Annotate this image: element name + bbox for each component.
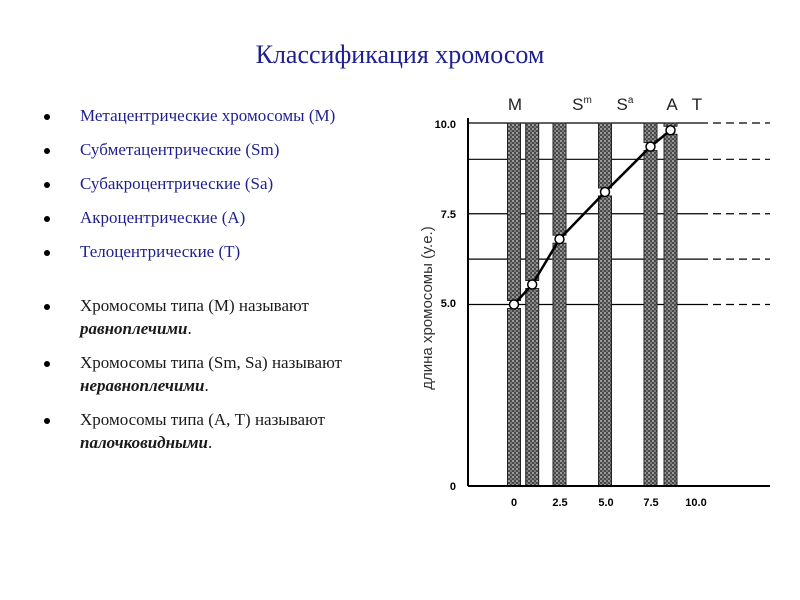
note-prefix: Хромосомы типа (М) называют	[80, 296, 309, 315]
y-tick-label: 7.5	[440, 209, 456, 221]
type-item-telocentric	[40, 240, 380, 263]
bullet-dot-icon	[44, 304, 50, 310]
bullet-dot-icon	[44, 182, 50, 188]
bullet-dot-icon	[44, 418, 50, 424]
note-item-metacentric	[40, 294, 380, 340]
category-label-t: T	[691, 95, 703, 114]
category-label-sa: $S^a$	[616, 95, 634, 114]
bullet-dot-icon	[44, 148, 50, 154]
type-label: Субметацентрические (Sm)	[80, 140, 280, 159]
type-label: Метацентрические хромосомы (М)	[80, 106, 336, 125]
note-term: равноплечими	[80, 319, 188, 338]
bullet-dot-icon	[44, 216, 50, 222]
bullet-dot-icon	[44, 250, 50, 256]
y-axis-label: длина хромосомы (у.е.)	[419, 226, 436, 390]
type-item-acrocentric	[40, 206, 380, 229]
note-prefix: Хромосомы типа (Sm, Sa) называют	[80, 353, 342, 372]
centromere-point	[555, 235, 564, 244]
centromere-point	[601, 187, 610, 196]
type-label: Субакроцентрические (Sa)	[80, 174, 274, 193]
chromosome-arm-bar	[526, 289, 539, 486]
chromosome-chart	[400, 88, 770, 509]
note-item-rod	[40, 408, 380, 454]
note-term: неравноплечими	[80, 376, 205, 395]
x-tick-labels	[511, 497, 707, 509]
note-suffix: .	[207, 433, 213, 452]
chromosome-arm-bar	[599, 196, 612, 486]
chromosome-arm-bar	[553, 123, 566, 235]
chromosome-arm-bar	[644, 151, 657, 486]
chromosome-arm-bar	[508, 309, 521, 487]
x-tick-label: 2.5	[552, 497, 568, 509]
category-labels	[508, 95, 702, 114]
note-prefix: Хромосомы типа (А, Т) называют	[80, 410, 325, 429]
note-suffix: .	[187, 319, 192, 338]
x-tick-label: 10.0	[685, 497, 707, 509]
type-item-submetacentric	[40, 138, 380, 161]
category-label-sm: $S^m$	[572, 95, 592, 114]
chromosome-arm-bar	[664, 134, 677, 486]
category-label-m: M	[507, 95, 523, 114]
category-label-a: A	[666, 95, 678, 114]
x-tick-label: 0	[510, 497, 518, 509]
centromere-point	[510, 300, 519, 309]
bullet-list	[40, 104, 380, 465]
x-tick-label: 7.5	[643, 497, 659, 509]
bullet-dot-icon	[44, 114, 50, 120]
slide-title: Классификация хромосом	[255, 40, 545, 69]
y-tick-labels	[435, 119, 456, 493]
type-item-subacrocentric	[40, 172, 380, 195]
centromere-point	[646, 142, 655, 151]
note-item-sub	[40, 351, 380, 397]
x-tick-label: 5.0	[598, 497, 614, 509]
type-item-metacentric	[40, 104, 380, 127]
chromosome-arm-bar	[599, 123, 612, 188]
chromosome-arm-bar	[526, 123, 539, 281]
chromosome-arm-bar	[644, 123, 657, 143]
bullet-dot-icon	[44, 361, 50, 367]
y-tick-label: 10.0	[434, 119, 456, 131]
centromere-point	[528, 280, 537, 289]
centromere-point	[666, 126, 675, 135]
chromosome-arm-bar	[553, 243, 566, 486]
chromosome-arm-bar	[508, 123, 521, 301]
type-label: Акроцентрические (А)	[80, 208, 246, 227]
y-tick-label: 5.0	[440, 298, 456, 310]
note-suffix: .	[204, 376, 209, 395]
y-tick-label: 0	[449, 481, 456, 493]
type-label: Телоцентрические (Т)	[80, 242, 241, 261]
note-term: палочковидными	[80, 433, 208, 452]
